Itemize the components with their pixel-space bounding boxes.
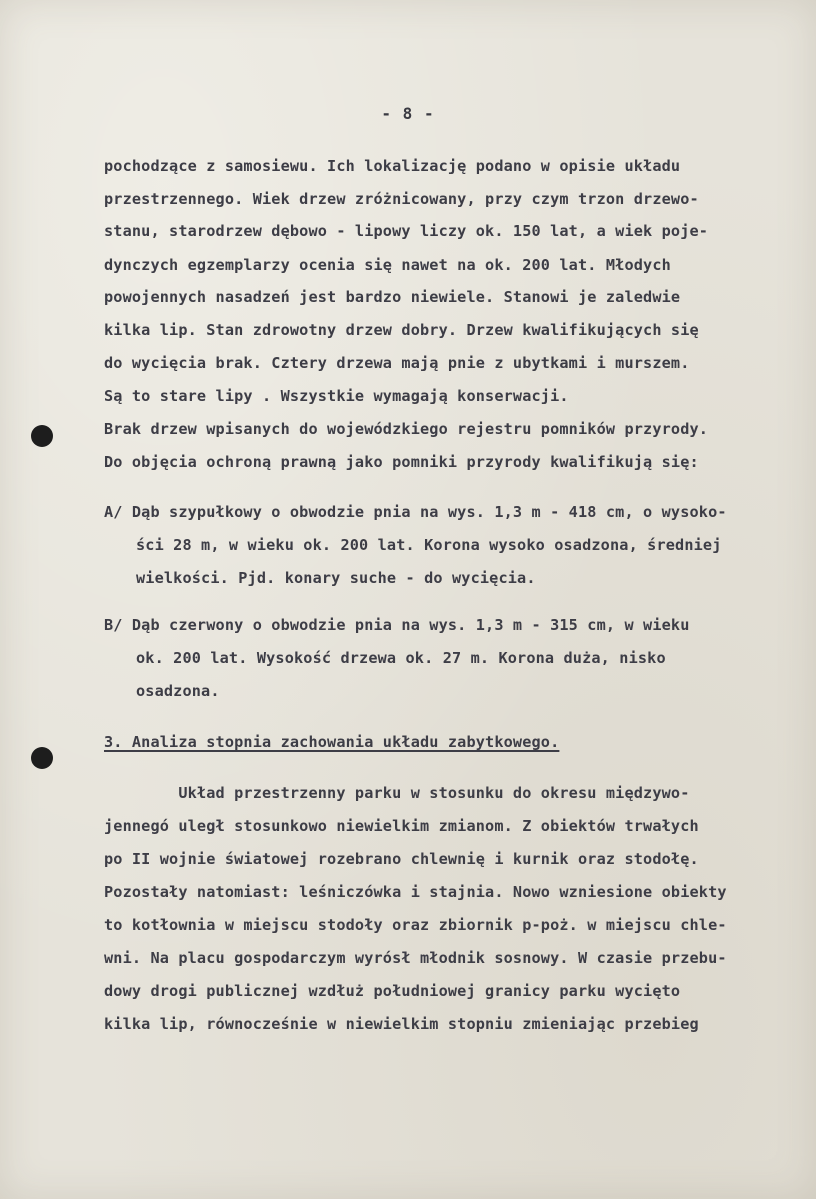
text-line: Do objęcia ochroną prawną jako pomniki przyrody kwalifikują się: xyxy=(104,453,699,471)
text-line: to kotłownia w miejscu stodoły oraz zbiornik p-poż. w miejscu chle- xyxy=(104,916,727,934)
text-line: dynczych egzemplarzy ocenia się nawet na ok. 200 lat. Młodych xyxy=(104,256,671,274)
text-line: wni. Na placu gospodarczym wyrósł młodnik sosnowy. W czasie przebu- xyxy=(104,949,727,967)
list-item-a-line: A/ Dąb szypułkowy o obwodzie pnia na wys. 1,3 m - 418 cm, o wysoko- xyxy=(104,503,727,521)
list-item-a-line: ści 28 m, w wieku ok. 200 lat. Korona wysoko osadzona, średniej xyxy=(136,536,722,554)
list-item-b-line: ok. 200 lat. Wysokość drzewa ok. 27 m. Korona duża, nisko xyxy=(136,649,666,667)
section-heading: 3. Analiza stopnia zachowania układu zabytkowego. xyxy=(104,733,560,751)
text-line: kilka lip. Stan zdrowotny drzew dobry. Drzew kwalifikujących się xyxy=(104,321,699,339)
text-line: Pozostały natomiast: leśniczówka i stajnia. Nowo wzniesione obiekty xyxy=(104,883,727,901)
text-line: stanu, starodrzew dębowo - lipowy liczy ok. 150 lat, a wiek poje- xyxy=(104,222,709,240)
text-line: Są to stare lipy . Wszystkie wymagają konserwacji. xyxy=(104,387,569,405)
text-line: Brak drzew wpisanych do wojewódzkiego rejestru pomników przyrody. xyxy=(104,420,709,438)
text-line: Układ przestrzenny parku w stosunku do okresu międzywo- xyxy=(104,784,690,802)
page-number: - 8 - xyxy=(381,104,435,123)
punch-hole-bottom xyxy=(31,747,53,769)
list-item-b-line: osadzona. xyxy=(136,682,220,700)
text-line: dowy drogi publicznej wzdłuż południowej granicy parku wycięto xyxy=(104,982,681,1000)
text-line: do wycięcia brak. Cztery drzewa mają pnie z ubytkami i murszem. xyxy=(104,354,690,372)
text-line: jennegó uległ stosunkowo niewielkim zmianom. Z obiektów trwałych xyxy=(104,817,699,835)
text-line: po II wojnie światowej rozebrano chlewnię i kurnik oraz stodołę. xyxy=(104,850,699,868)
text-line: powojennych nasadzeń jest bardzo niewiele. Stanowi je zaledwie xyxy=(104,288,681,306)
text-line: pochodzące z samosiewu. Ich lokalizację podano w opisie układu xyxy=(104,157,681,175)
list-item-b-line: B/ Dąb czerwony o obwodzie pnia na wys. 1,3 m - 315 cm, w wieku xyxy=(104,616,690,634)
text-line: kilka lip, równocześnie w niewielkim stopniu zmieniając przebieg xyxy=(104,1015,699,1033)
punch-hole-top xyxy=(31,425,53,447)
list-item-a-line: wielkości. Pjd. konary suche - do wycięcia. xyxy=(136,569,536,587)
text-line: przestrzennego. Wiek drzew zróżnicowany, przy czym trzon drzewo- xyxy=(104,190,699,208)
